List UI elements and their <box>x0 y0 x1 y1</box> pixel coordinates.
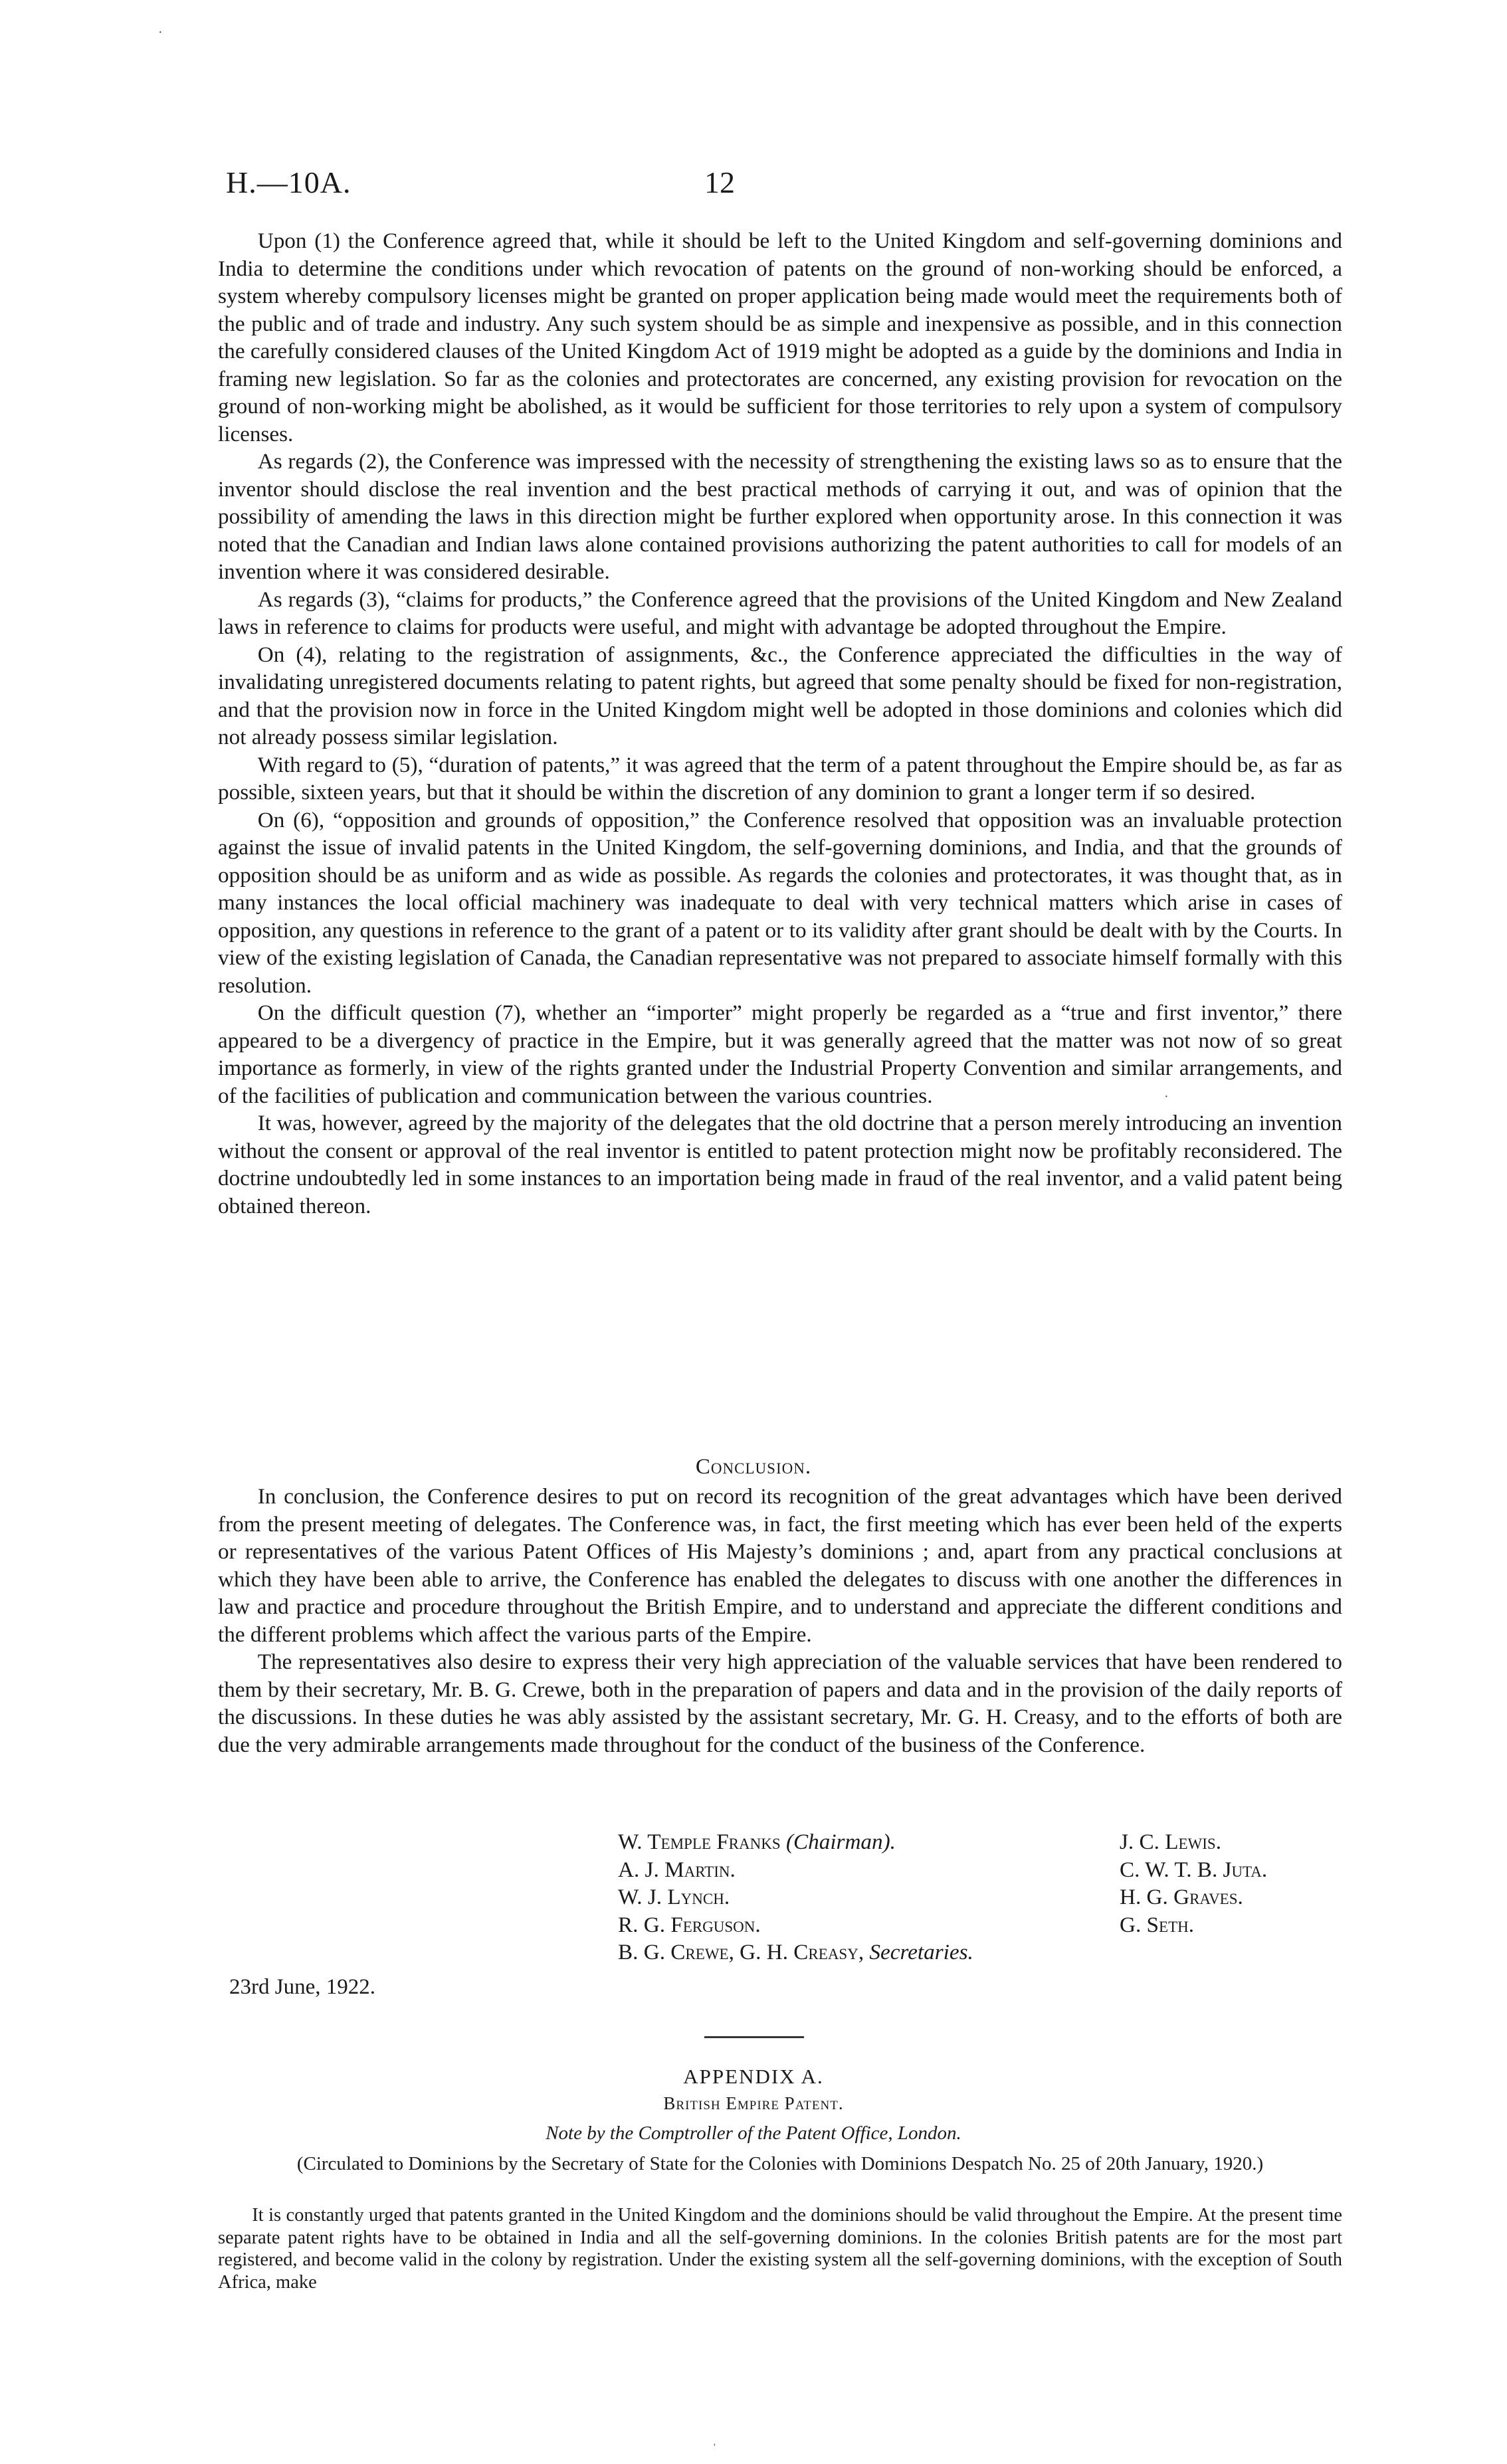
paragraph: It was, however, agreed by the majority of the delegates that the old doctrine that a person merely introducing an invention without the consent or approval of the real inventor is entitled to patent protection might now be profitably reconsidered. The doctrine undoubtedly led in some instances to an importation being made in fraud of the real inventor, and a valid patent being obtained thereon. <box>218 1111 1342 1218</box>
page-header <box>0 165 1507 211</box>
paragraph: It is constantly urged that patents granted in the United Kingdom and the dominions should be valid throughout the Empire. At the present time separate patent rights have to be obtained in India and all the self-governing dominions. In the colonies British patents are for the most part registered, and become valid in the colony by registration. Under the existing system all the self-governing dominions, with the exception of South Africa, make <box>218 2205 1342 2293</box>
paragraph: On (6), “opposition and grounds of opposition,” the Conference resolved that opposition was an invaluable protection against the issue of invalid patents in the United Kingdom, the self-governing dominions, and India, and that the grounds of opposition should be as uniform and as wide as possible. As regards the colonies and protectorates, it was thought that, as in many instances the local official machinery was inadequate to deal with very technical matters which arise in cases of opposition, any questions in reference to the grant of a patent or to its validity after grant should be dealt with by the Courts. In view of the existing legislation of Canada, the Canadian representative was not prepared to associate himself formally with this resolution. <box>218 807 1342 998</box>
signatory: R. G. Ferguson. <box>618 1912 761 1937</box>
signature-row <box>618 1828 1349 1856</box>
document-reference: H.—10A. <box>226 165 352 199</box>
signatory: H. G. Graves. <box>1120 1885 1243 1909</box>
appendix-subtitle: British Empire Patent. <box>663 2093 844 2113</box>
paragraph: With regard to (5), “duration of patents,” it was agreed that the term of a patent throughout the Empire should be, as far as possible, sixteen years, but that it should be within the discretion of any dominion to grant a longer term if so desired. <box>218 752 1342 805</box>
secretaries-role: Secretaries. <box>869 1940 973 1964</box>
paragraph: As regards (2), the Conference was impressed with the necessity of strengthening the existing laws so as to ensure that the inventor should disclose the real invention and the best practical methods of carrying it out, and was of opinion that the possibility of amending the laws in this direction might be further explored when opportunity arose. In this connection it was noted that the Canadian and Indian laws alone contained provisions authorizing the patent authorities to call for models of an invention where it was considered desirable. <box>218 449 1342 584</box>
conclusion-heading: Conclusion. <box>695 1455 812 1479</box>
paragraph: In conclusion, the Conference desires to put on record its recognition of the great advantages which have been derived from the present meeting of delegates. The Conference was, in fact, the first meeting which has ever been held of the experts or representatives of the various Patent Offices of His Majesty’s dominions ; and, apart from any practical conclusions at which they have been able to arrive, the Conference has enabled the delegates to discuss with one another the differences in law and practice and procedure throughout the British Empire, and to understand and appreciate the different conditions and the different problems which affect the various parts of the Empire. <box>218 1484 1342 1647</box>
signature-row <box>618 1883 1349 1911</box>
signatory-chairman <box>618 1828 896 1856</box>
signatory: W. J. Lynch. <box>618 1885 730 1909</box>
signature-row <box>618 1939 1349 1966</box>
signatory: A. J. Martin. <box>618 1857 736 1882</box>
appendix-circulation: (Circulated to Dominions by the Secretary of State for the Colonies with Dominions Despatch No. 25 of 20th January, 1920.) <box>296 2153 1264 2174</box>
page-number: 12 <box>704 165 735 199</box>
scan-speck: · <box>158 25 163 40</box>
signatory-secretaries <box>618 1939 973 1966</box>
appendix-body <box>218 2204 1342 2293</box>
signatory: J. C. Lewis. <box>1120 1830 1222 1854</box>
signatory: C. W. T. B. Juta. <box>1120 1857 1268 1882</box>
appendix-note: Note by the Comptroller of the Patent Office, London. <box>546 2123 961 2144</box>
paragraph: On the difficult question (7), whether an “importer” might properly be regarded as a “true and first inventor,” there appeared to be a divergency of practice in the Empire, but it was generally agreed that the matter was not now of so great importance as formerly, in view of the rights granted under the Industrial Property Convention and similar arrangements, and of the facilities of publication and communication between the various countries. <box>218 1000 1342 1108</box>
signatory-role: (Chairman). <box>785 1830 896 1854</box>
section-divider <box>704 2036 804 2038</box>
document-date: 23rd June, 1922. <box>229 1975 375 1999</box>
scan-speck: · <box>1164 1090 1169 1104</box>
paragraph: Upon (1) the Conference agreed that, while it should be left to the United Kingdom and self-governing dominions and India to determine the conditions under which revocation of patents on the ground of non-working should be enforced, a system whereby compulsory licenses might be granted on proper application being made would meet the requirements both of the public and of trade and industry. Any such system should be as simple and inexpensive as possible, and in this connection the carefully considered clauses of the United Kingdom Act of 1919 might be adopted as a guide by the dominions and India in framing new legislation. So far as the colonies and protectorates are concerned, any existing provision for revocation on the ground of non-working might be abolished, as it would be sufficient for those territories to rely upon a system of compulsory licenses. <box>218 229 1342 446</box>
signature-block <box>618 1828 1349 1966</box>
scan-speck: ˌ <box>712 2431 717 2446</box>
conclusion-text <box>218 1483 1342 1758</box>
paragraph: As regards (3), “claims for products,” the Conference agreed that the provisions of the United Kingdom and New Zealand laws in reference to claims for products were useful, and might with advantage be adopted throughout the Empire. <box>218 587 1342 639</box>
appendix-title: APPENDIX A. <box>683 2065 824 2088</box>
paragraph: On (4), relating to the registration of assignments, &c., the Conference appreciated the difficulties in the way of invalidating unregistered documents relating to patent rights, but agreed that some penalty should be fixed for non-registration, and that the provision now in force in the United Kingdom might well be adopted in those dominions and colonies which did not already possess similar legislation. <box>218 642 1342 749</box>
signatory-name: W. Temple Franks <box>618 1830 781 1854</box>
signature-row <box>618 1856 1349 1884</box>
body-text <box>218 227 1342 1220</box>
paragraph: The representatives also desire to express their very high appreciation of the valuable services that have been rendered to them by their secretary, Mr. B. G. Crewe, both in the preparation of papers and data and in the provision of the daily reports of the discussions. In these duties he was ably assisted by the assistant secretary, Mr. G. H. Creasy, and to the efforts of both are due the very admirable arrangements made throughout for the conduct of the business of the Conference. <box>218 1650 1342 1757</box>
secretaries-names: B. G. Crewe, G. H. Creasy, <box>618 1940 864 1964</box>
signature-row <box>618 1911 1349 1939</box>
signatory: G. Seth. <box>1120 1912 1195 1937</box>
